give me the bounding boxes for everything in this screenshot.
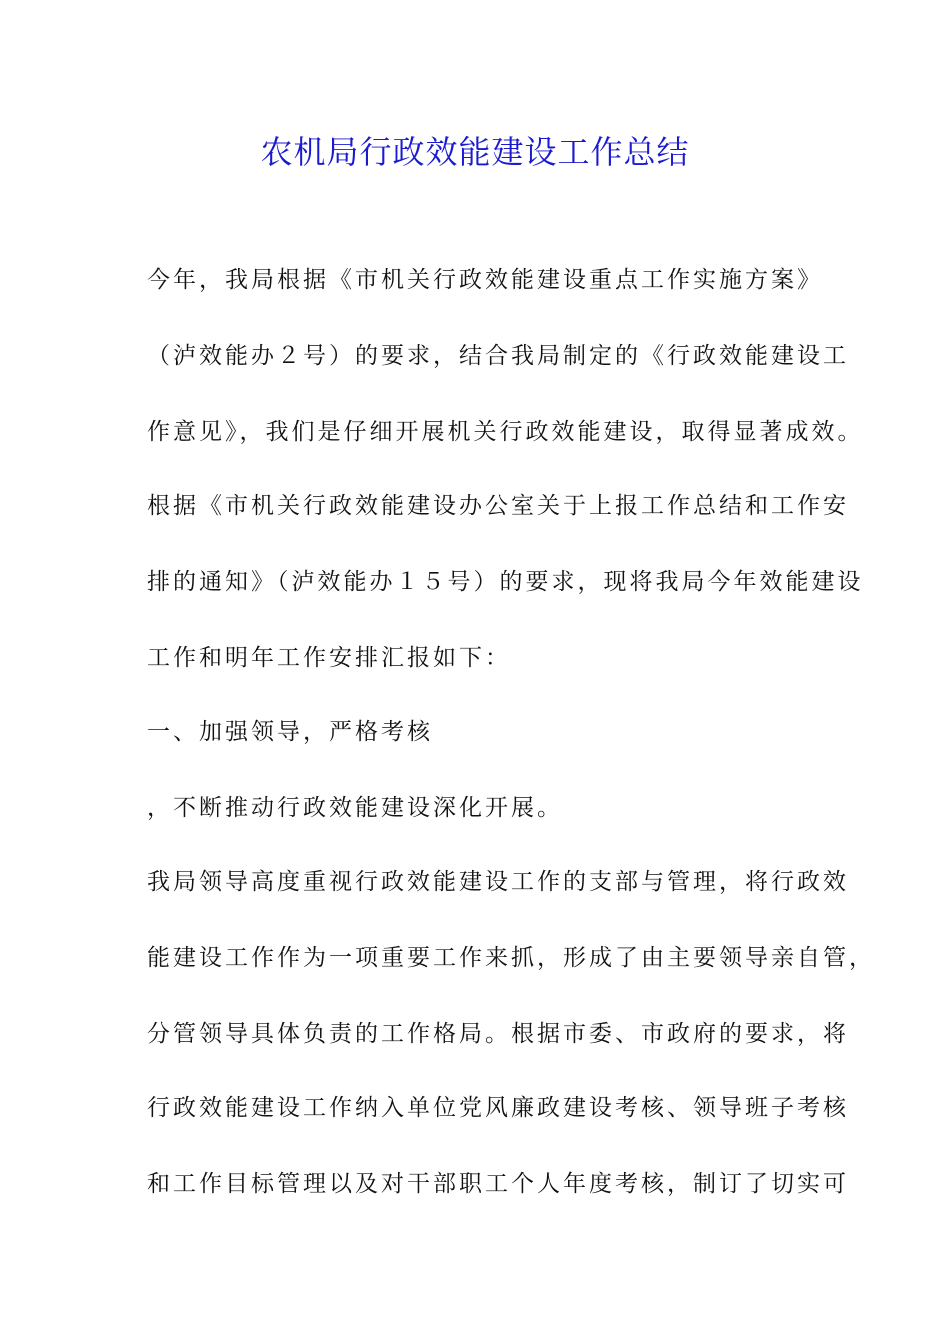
paragraph-line: 分管领导具体负责的工作格局。根据市委、市政府的要求，将 — [147, 1021, 849, 1047]
document-title: 农机局行政效能建设工作总结 — [260, 133, 690, 171]
section-heading: 一、加强领导，严格考核 — [147, 719, 433, 745]
paragraph-line: （泸效能办２号）的要求，结合我局制定的《行政效能建设工 — [147, 343, 849, 369]
paragraph-line: 我局领导高度重视行政效能建设工作的支部与管理，将行政效 — [147, 869, 849, 895]
paragraph-line: 今年，我局根据《市机关行政效能建设重点工作实施方案》 — [147, 267, 823, 293]
paragraph-line: 排的通知》（泸效能办１５号）的要求，现将我局今年效能建设 — [147, 569, 864, 595]
paragraph-line: 工作和明年工作安排汇报如下： — [147, 645, 511, 671]
paragraph-line: 根据《市机关行政效能建设办公室关于上报工作总结和工作安 — [147, 493, 849, 519]
paragraph-line: 和工作目标管理以及对干部职工个人年度考核，制订了切实可 — [147, 1171, 849, 1197]
paragraph-line: ，不断推动行政效能建设深化开展。 — [147, 795, 563, 821]
paragraph-line: 作意见》，我们是仔细开展机关行政效能建设，取得显著成效。 — [147, 419, 864, 445]
paragraph-line: 行政效能建设工作纳入单位党风廉政建设考核、领导班子考核 — [147, 1095, 849, 1121]
paragraph-line: 能建设工作作为一项重要工作来抓，形成了由主要领导亲自管， — [147, 945, 875, 971]
